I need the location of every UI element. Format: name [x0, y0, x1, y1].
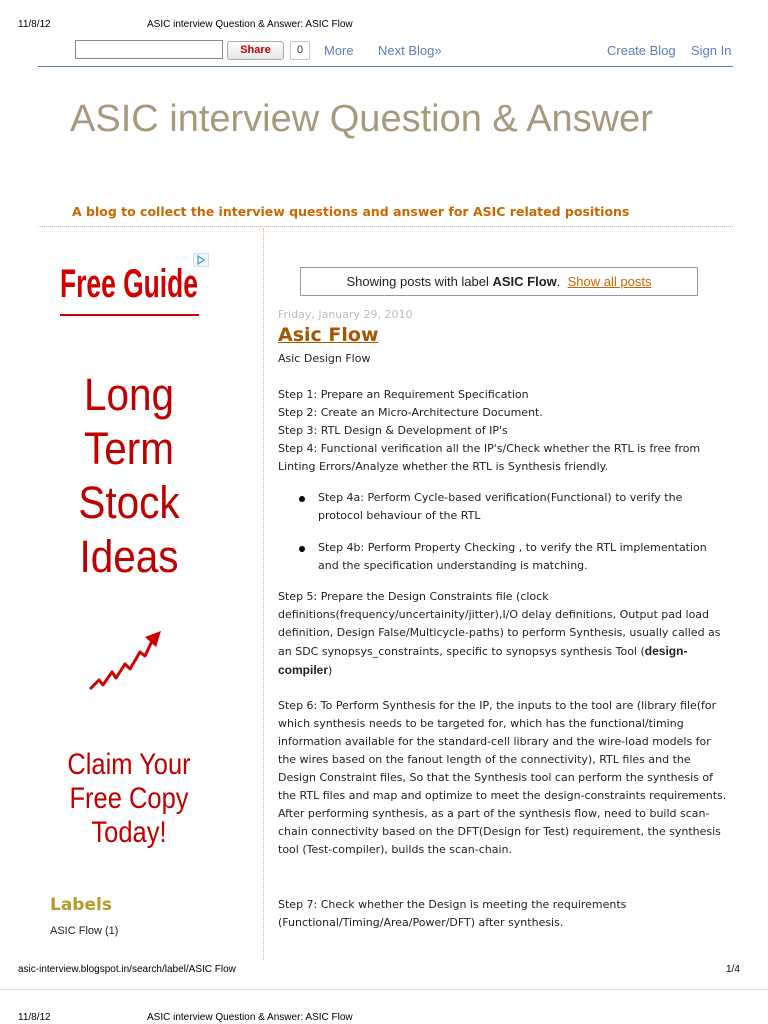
ad-line: Today! — [91, 816, 167, 849]
navbar-divider — [38, 66, 733, 67]
step5-text: Step 5: Prepare the Design Constraints file (clock definitions(frequency/uncertainity/jitter),I/O delay definitions, Output pad load definition, Design False/Multicycle-paths) to perform Synthesis, usually called as an SDC synopsys_constraints, specific to synopsys synthesis Tool ( — [278, 590, 721, 658]
status-suffix: . — [556, 274, 561, 289]
ad-line: Claim Your — [67, 748, 191, 781]
next-page-date: 11/8/12 — [18, 1012, 51, 1023]
print-date: 11/8/12 — [18, 19, 51, 30]
blog-title[interactable]: ASIC interview Question & Answer — [70, 98, 653, 140]
ad-line: Term — [84, 423, 174, 474]
post-bullet: Step 4b: Perform Property Checking , to verify the RTL implementation and the specification understanding is matching. — [318, 541, 707, 572]
ad-line: Free Copy — [69, 782, 189, 815]
create-blog-link[interactable]: Create Blog — [607, 43, 676, 58]
ad-line: Long — [83, 369, 175, 420]
share-count: 0 — [290, 41, 310, 60]
post-step-6: Step 6: To Perform Synthesis for the IP, the inputs to the tool are (library file(for which synthesis needs to be targeted for, which has the functional/timing information available for the standard-cell library and the wire-load models for the wires based on the fanout length of the connectivity), RTL files and the Design Constraint files, So that the Synthesis tool can perform the synthesis of the RTL files and map and optimize to meet the design-constraints requirements. After performing synthesis, as a part of the synthesis flow, need to build scan-chain connectivity based on the DFT(Design for Test) requirement, the synthesis tool (Test-compiler), builds the scan-chain. — [278, 699, 727, 856]
print-title: ASIC interview Question & Answer: ASIC Flow — [147, 19, 353, 30]
post-step-5 — [278, 588, 728, 680]
post-step: Step 1: Prepare an Requirement Specification — [278, 388, 529, 401]
post-date: Friday, January 29, 2010 — [278, 308, 413, 321]
labels-heading: Labels — [50, 895, 112, 915]
bullet-dot — [299, 496, 305, 502]
next-blog-link[interactable]: Next Blog» — [378, 43, 442, 58]
sign-in-link[interactable]: Sign In — [691, 43, 732, 58]
ad-claim-text[interactable] — [30, 748, 228, 850]
navbar-search-input[interactable] — [75, 40, 223, 59]
rising-arrow-icon — [85, 625, 165, 695]
post-step-7: Step 7: Check whether the Design is meeting the requirements (Functional/Timing/Area/Power/DFT) after synthesis. — [278, 898, 627, 929]
page-break — [0, 989, 768, 990]
ad-line: Ideas — [79, 531, 179, 582]
ad-big-text[interactable] — [30, 368, 228, 584]
post-step: Step 3: RTL Design & Development of IP's — [278, 424, 508, 437]
label-link[interactable]: ASIC Flow (1) — [50, 925, 119, 937]
post-subtitle: Asic Design Flow — [278, 352, 371, 365]
more-link[interactable]: More — [324, 43, 354, 58]
ad-headline[interactable]: Free Guide — [60, 262, 198, 306]
step5-tool: design-compiler — [278, 644, 688, 677]
label-status-box — [300, 267, 698, 296]
status-prefix: Showing posts with label — [346, 274, 489, 289]
next-page-title: ASIC interview Question & Answer: ASIC Flow — [147, 1012, 353, 1023]
status-label: ASIC Flow — [492, 274, 557, 289]
show-all-posts-link[interactable]: Show all posts — [567, 274, 652, 289]
post-title[interactable]: Asic Flow — [278, 324, 379, 346]
ad-headline-underline — [60, 314, 199, 316]
bullet-dot — [299, 546, 305, 552]
post-step: Step 2: Create an Micro-Architecture Document. — [278, 406, 543, 419]
blog-description: A blog to collect the interview questions and answer for ASIC related positions — [72, 204, 630, 219]
step5-end: ) — [328, 664, 333, 677]
print-page-number: 1/4 — [726, 964, 740, 975]
post-bullet: Step 4a: Perform Cycle-based verification(Functional) to verify the protocol behaviour of the RTL — [318, 491, 683, 522]
column-divider — [263, 228, 264, 960]
print-url: asic-interview.blogspot.in/search/label/ASIC Flow — [18, 964, 236, 975]
share-button[interactable]: Share — [227, 41, 284, 60]
post-step: Step 4: Functional verification all the IP's/Check whether the RTL is free from Linting Errors/Analyze whether the RTL is Synthesis friendly. — [278, 442, 701, 473]
ad-line: Stock — [78, 477, 180, 528]
header-divider — [38, 226, 733, 227]
